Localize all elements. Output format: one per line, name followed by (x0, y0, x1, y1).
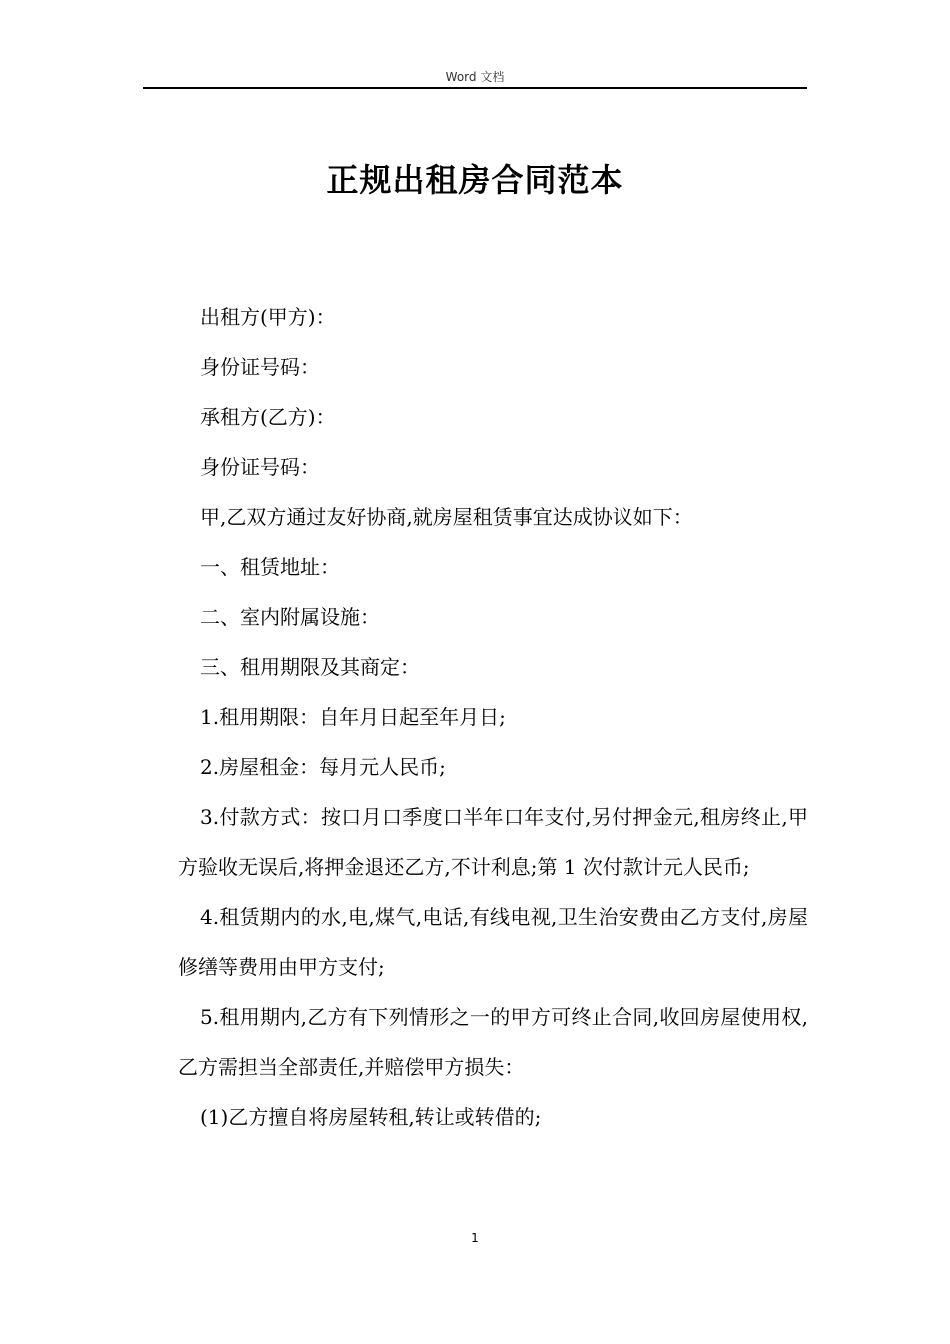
clause-1: 1.租用期限：自年月日起至年月日; (200, 705, 506, 729)
header-divider (143, 87, 807, 89)
clause-5-item-1: (1)乙方擅自将房屋转租,转让或转借的; (200, 1105, 542, 1129)
clause-4: 4.租赁期内的水,电,煤气,电话,有线电视,卫生治安费由乙方支付,房屋修缮等费用由甲方支付; (178, 905, 808, 979)
clause-5: 5.租用期内,乙方有下列情形之一的甲方可终止合同,收回房屋使用权,乙方需担当全部责任,并赔偿甲方损失： (178, 1005, 808, 1079)
party-b-id-line: 身份证号码： (200, 455, 320, 479)
party-b-line: 承租方(乙方)： (200, 405, 336, 429)
section-2-heading: 二、室内附属设施： (200, 605, 380, 629)
party-a-id-line: 身份证号码： (200, 355, 320, 379)
page-header: Word 文档 (445, 70, 505, 84)
page-number: 1 (471, 1231, 479, 1245)
section-1-heading: 一、租赁地址： (200, 555, 340, 579)
section-3-heading: 三、租用期限及其商定： (200, 655, 420, 679)
clause-2: 2.房屋租金：每月元人民币; (200, 755, 446, 779)
party-a-line: 出租方(甲方)： (200, 305, 336, 329)
document-title: 正规出租房合同范本 (326, 161, 624, 199)
clause-3: 3.付款方式：按口月口季度口半年口年支付,另付押金元,租房终止,甲方验收无误后,将押金退还乙方,不计利息;第 1 次付款计元人民币; (178, 805, 808, 879)
agreement-intro: 甲,乙双方通过友好协商,就房屋租赁事宜达成协议如下： (200, 505, 693, 529)
document-body (178, 292, 808, 1142)
